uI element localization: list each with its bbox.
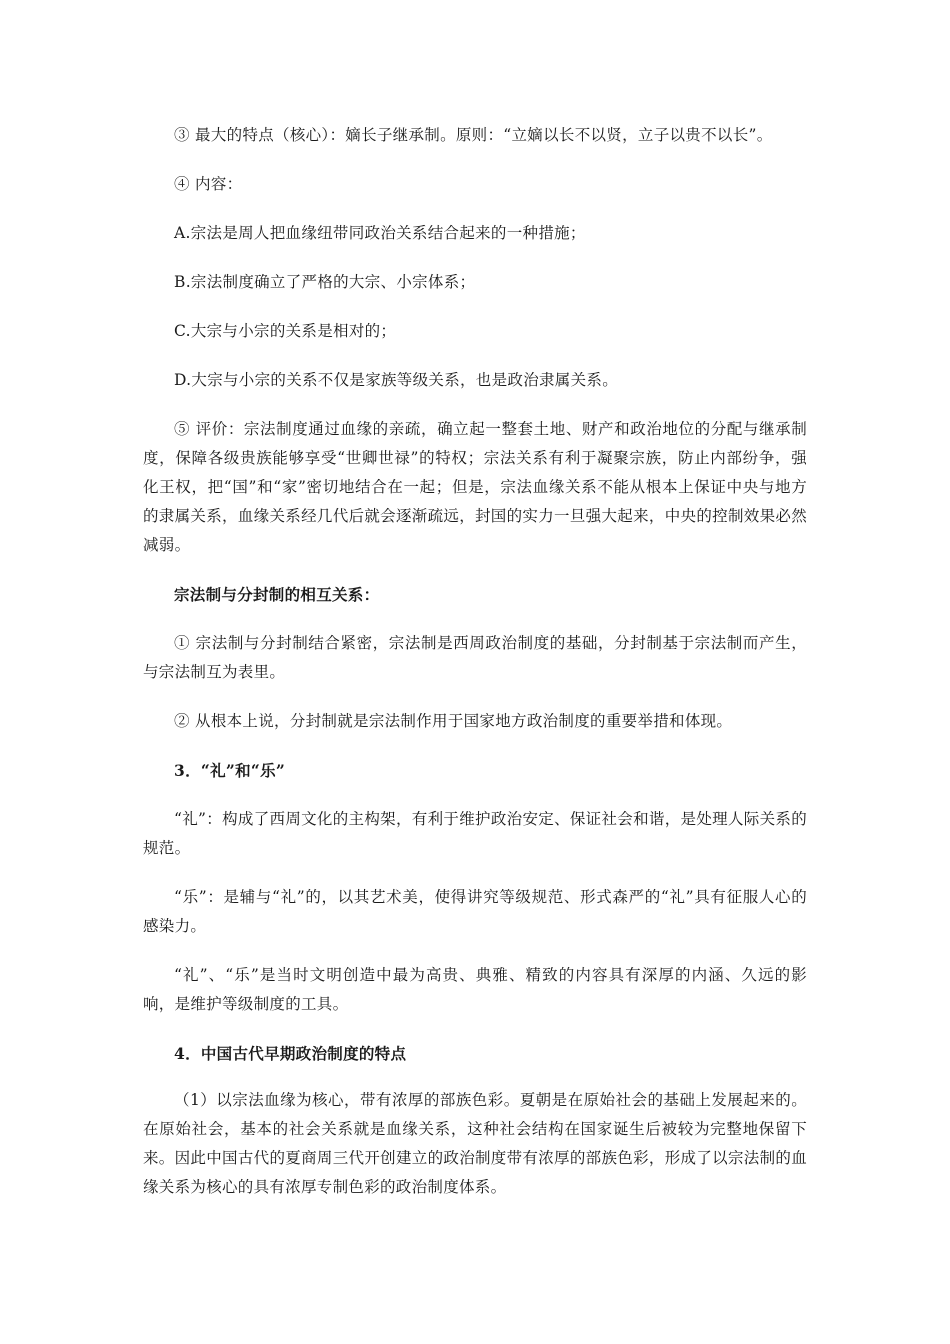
- feature-1-paragraph: （1）以宗法血缘为核心，带有浓厚的部族色彩。夏朝是在原始社会的基础上发展起来的。在原始社会，基本的社会关系就是血缘关系，这种社会结构在国家诞生后被较为完整地保留下来。因此中国古代的夏商周三代开创建立的政治制度带有浓厚的部族色彩，形成了以宗法制的血缘关系为核心的具有浓厚专制色彩的政治制度体系。: [143, 1091, 807, 1196]
- li-paragraph: “礼”：构成了西周文化的主构架，有利于维护政治安定、保证社会和谐，是处理人际关系的规范。: [143, 810, 807, 857]
- content-item-b: B.宗法制度确立了严格的大宗、小宗体系；: [174, 273, 476, 291]
- content-item-c: C.大宗与小宗的关系是相对的；: [174, 322, 397, 340]
- content-label: ④ 内容：: [174, 175, 243, 193]
- core-feature-paragraph: ③ 最大的特点（核心）：嫡长子继承制。原则：“立嫡以长不以贤，立子以贵不以长”。: [174, 126, 773, 144]
- li-yue-paragraph: “礼”、“乐”是当时文明创造中最为高贵、典雅、精致的内容具有深厚的内涵、久远的影响，是维护等级制度的工具。: [143, 966, 807, 1013]
- content-item-a: A.宗法是周人把血缘纽带同政治关系结合起来的一种措施；: [174, 224, 586, 242]
- relationship-paragraph-1: ① 宗法制与分封制结合紧密，宗法制是西周政治制度的基础，分封制基于宗法制而产生，与宗法制互为表里。: [143, 634, 807, 681]
- document-body: [143, 121, 807, 1222]
- evaluation-paragraph: ⑤ 评价：宗法制度通过血缘的亲疏，确立起一整套土地、财产和政治地位的分配与继承制度，保障各级贵族能够享受“世卿世禄”的特权；宗法关系有利于凝聚宗族，防止内部纷争，强化王权，把“国”和“家”密切地结合在一起；但是，宗法血缘关系不能从根本上保证中央与地方的隶属关系，血缘关系经几代后就会逐渐疏远，封国的实力一旦强大起来，中央的控制效果必然减弱。: [143, 420, 807, 554]
- relationship-heading: 宗法制与分封制的相互关系：: [174, 585, 380, 604]
- section-4-heading: 4．中国古代早期政治制度的特点: [174, 1044, 407, 1063]
- section-3-heading: 3．“礼”和“乐”: [174, 761, 286, 780]
- content-item-d: D.大宗与小宗的关系不仅是家族等级关系，也是政治隶属关系。: [174, 371, 619, 389]
- relationship-paragraph-2: ② 从根本上说，分封制就是宗法制作用于国家地方政治制度的重要举措和体现。: [174, 712, 733, 730]
- yue-paragraph: “乐”：是辅与“礼”的，以其艺术美，使得讲究等级规范、形式森严的“礼”具有征服人心的感染力。: [143, 888, 807, 935]
